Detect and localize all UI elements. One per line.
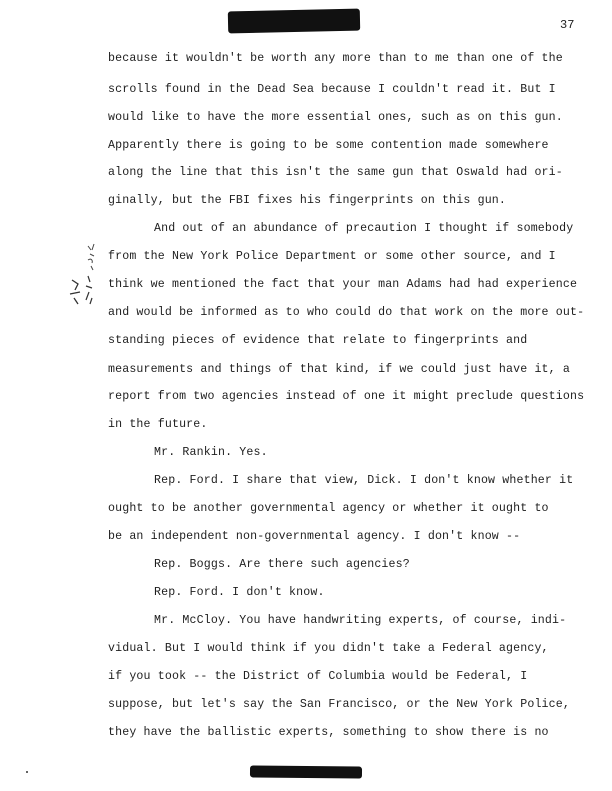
scan-speck (26, 771, 28, 773)
page-number: 37 (560, 18, 575, 32)
text-line: standing pieces of evidence that relate to fingerprints and (108, 334, 528, 347)
text-line: from the New York Police Department or some other source, and I (108, 250, 556, 263)
text-line: ought to be another governmental agency or whether it ought to (108, 502, 549, 515)
text-line: along the line that this isn't the same gun that Oswald had ori- (108, 166, 563, 179)
text-line: ginally, but the FBI fixes his fingerprints on this gun. (108, 194, 507, 207)
text-line: scrolls found in the Dead Sea because I couldn't read it. But I (108, 83, 556, 96)
text-line: And out of an abundance of precaution I thought if somebody (154, 222, 574, 235)
text-line: think we mentioned the fact that your man Adams had had experience (108, 278, 578, 291)
text-line: be an independent non-governmental agency. I don't know -- (108, 530, 521, 543)
text-line: would like to have the more essential ones, such as on this gun. (108, 111, 563, 124)
text-line: measurements and things of that kind, if we could just have it, a (108, 363, 570, 376)
text-line: they have the ballistic experts, something to show there is no (108, 726, 549, 739)
text-line: report from two agencies instead of one it might preclude questions (108, 390, 585, 403)
text-line: in the future. (108, 418, 208, 431)
handwritten-margin-note (58, 240, 108, 320)
text-line: because it wouldn't be worth any more than to me than one of the (108, 52, 563, 65)
text-line: and would be informed as to who could do that work on the more out- (108, 306, 585, 319)
text-line: Mr. Rankin. Yes. (154, 446, 268, 459)
redaction-bar-top (228, 9, 360, 34)
text-line: Mr. McCloy. You have handwriting experts, of course, indi- (154, 614, 567, 627)
text-line: vidual. But I would think if you didn't take a Federal agency, (108, 642, 549, 655)
text-line: Rep. Ford. I don't know. (154, 586, 325, 599)
text-line: suppose, but let's say the San Francisco, or the New York Police, (108, 698, 570, 711)
redaction-bar-bottom (250, 765, 362, 778)
text-line: Rep. Boggs. Are there such agencies? (154, 558, 410, 571)
text-line: if you took -- the District of Columbia would be Federal, I (108, 670, 528, 683)
text-line: Rep. Ford. I share that view, Dick. I don't know whether it (154, 474, 574, 487)
text-line: Apparently there is going to be some contention made somewhere (108, 139, 549, 152)
